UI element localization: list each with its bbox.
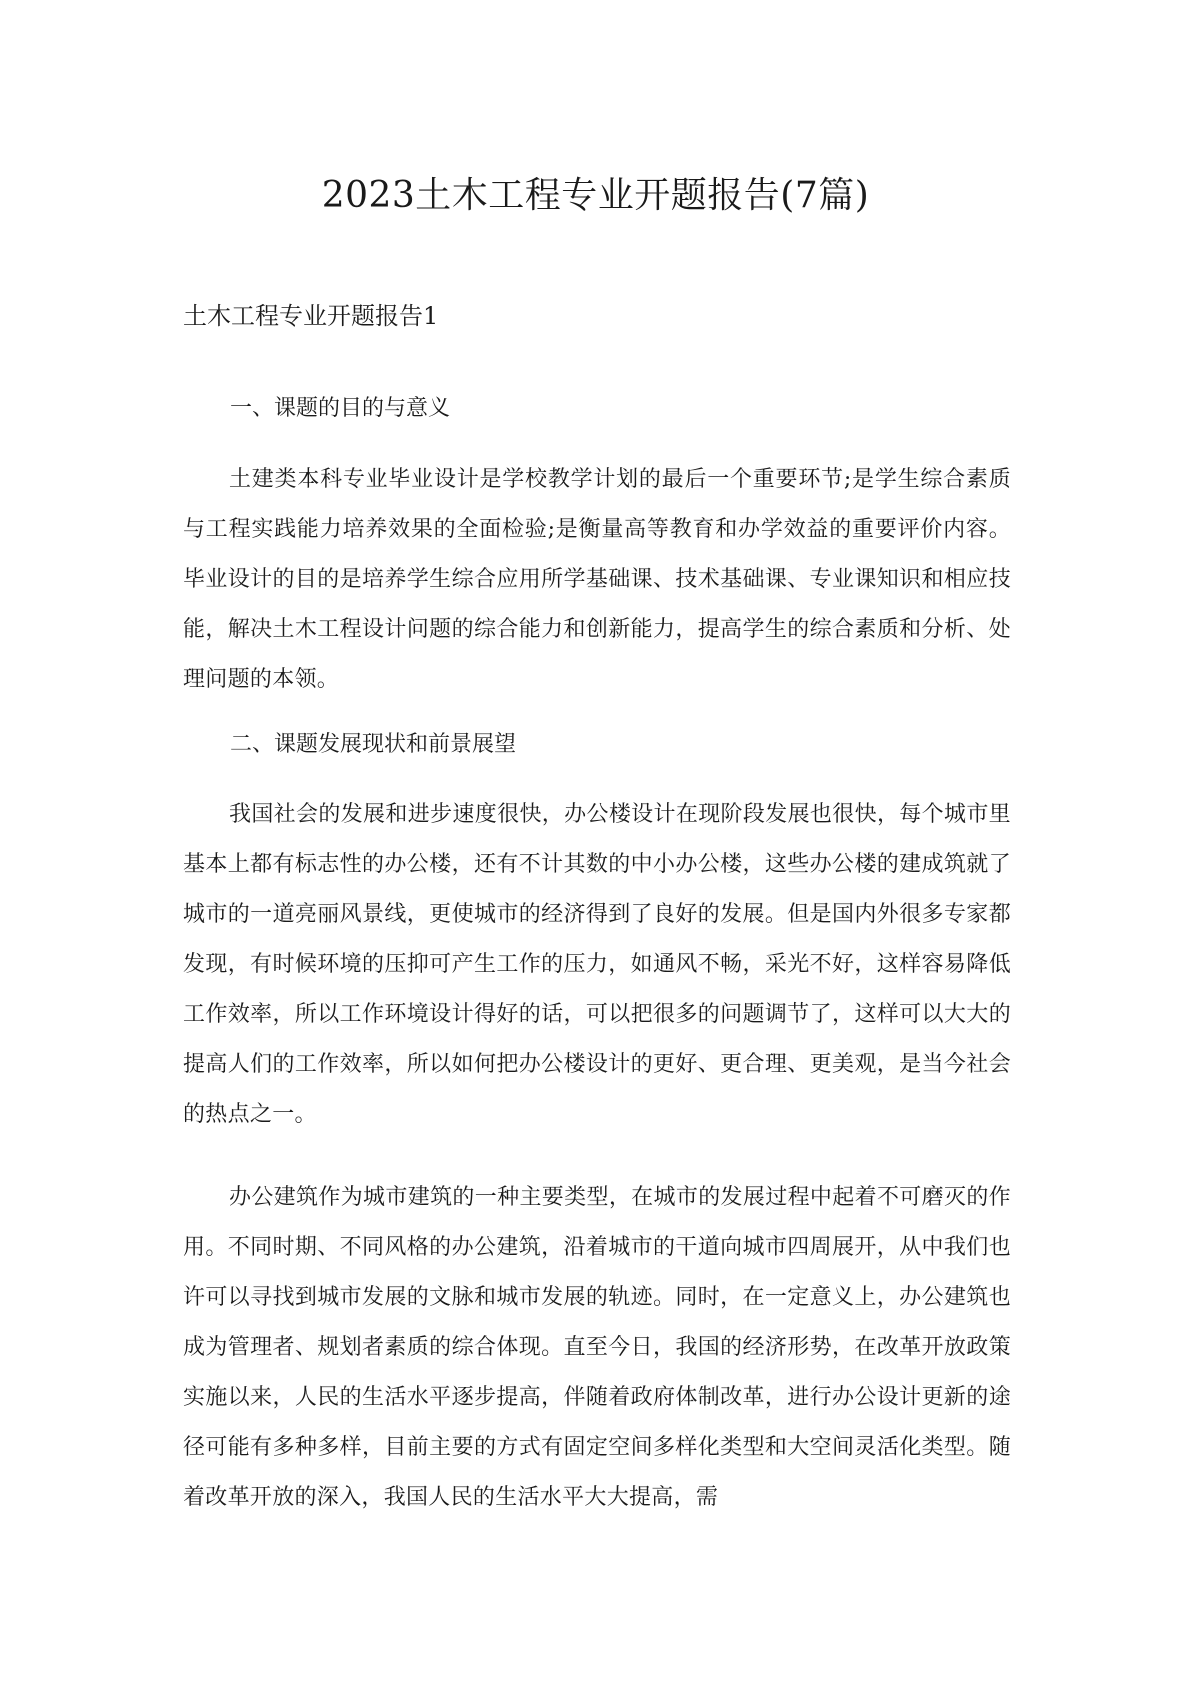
paragraph-status-1: 我国社会的发展和进步速度很快，办公楼设计在现阶段发展也很快，每个城市里基本上都有标志性的办公楼，还有不计其数的中小办公楼，这些办公楼的建成筑就了城市的一道亮丽风景线，更使城市的经济得到了良好的发展。但是国内外很多专家都发现，有时候环境的压抑可产生工作的压力，如通风不畅，采光不好，这样容易降低工作效率，所以工作环境设计得好的话，可以把很多的问题调节了，这样可以大大的提高人们的工作效率，所以如何把办公楼设计的更好、更合理、更美观，是当今社会的热点之一。 — [183, 802, 1011, 1127]
paragraph-status-2: 办公建筑作为城市建筑的一种主要类型，在城市的发展过程中起着不可磨灭的作用。不同时期、不同风格的办公建筑，沿着城市的干道向城市四周展开，从中我们也许可以寻找到城市发展的文脉和城市发展的轨迹。同时，在一定意义上，办公建筑也成为管理者、规划者素质的综合体现。直至今日，我国的经济形势，在改革开放政策实施以来，人民的生活水平逐步提高，伴随着政府体制改革，进行办公设计更新的途径可能有多种多样，目前主要的方式有固定空间多样化类型和大空间灵活化类型。随着改革开放的深入，我国人民的生活水平大大提高，需 — [183, 1185, 1011, 1510]
section-heading-purpose: 一、课题的目的与意义 — [230, 396, 451, 421]
document-title: 2023土木工程专业开题报告(7篇) — [321, 175, 870, 216]
paragraph-purpose: 土建类本科专业毕业设计是学校教学计划的最后一个重要环节;是学生综合素质与工程实践能力培养效果的全面检验;是衡量高等教育和办学效益的重要评价内容。毕业设计的目的是培养学生综合应用所学基础课、技术基础课、专业课知识和相应技能，解决土木工程设计问题的综合能力和创新能力，提高学生的综合素质和分析、处理问题的本领。 — [183, 467, 1011, 692]
report-heading: 土木工程专业开题报告1 — [183, 302, 439, 330]
section-heading-status: 二、课题发展现状和前景展望 — [230, 732, 517, 757]
